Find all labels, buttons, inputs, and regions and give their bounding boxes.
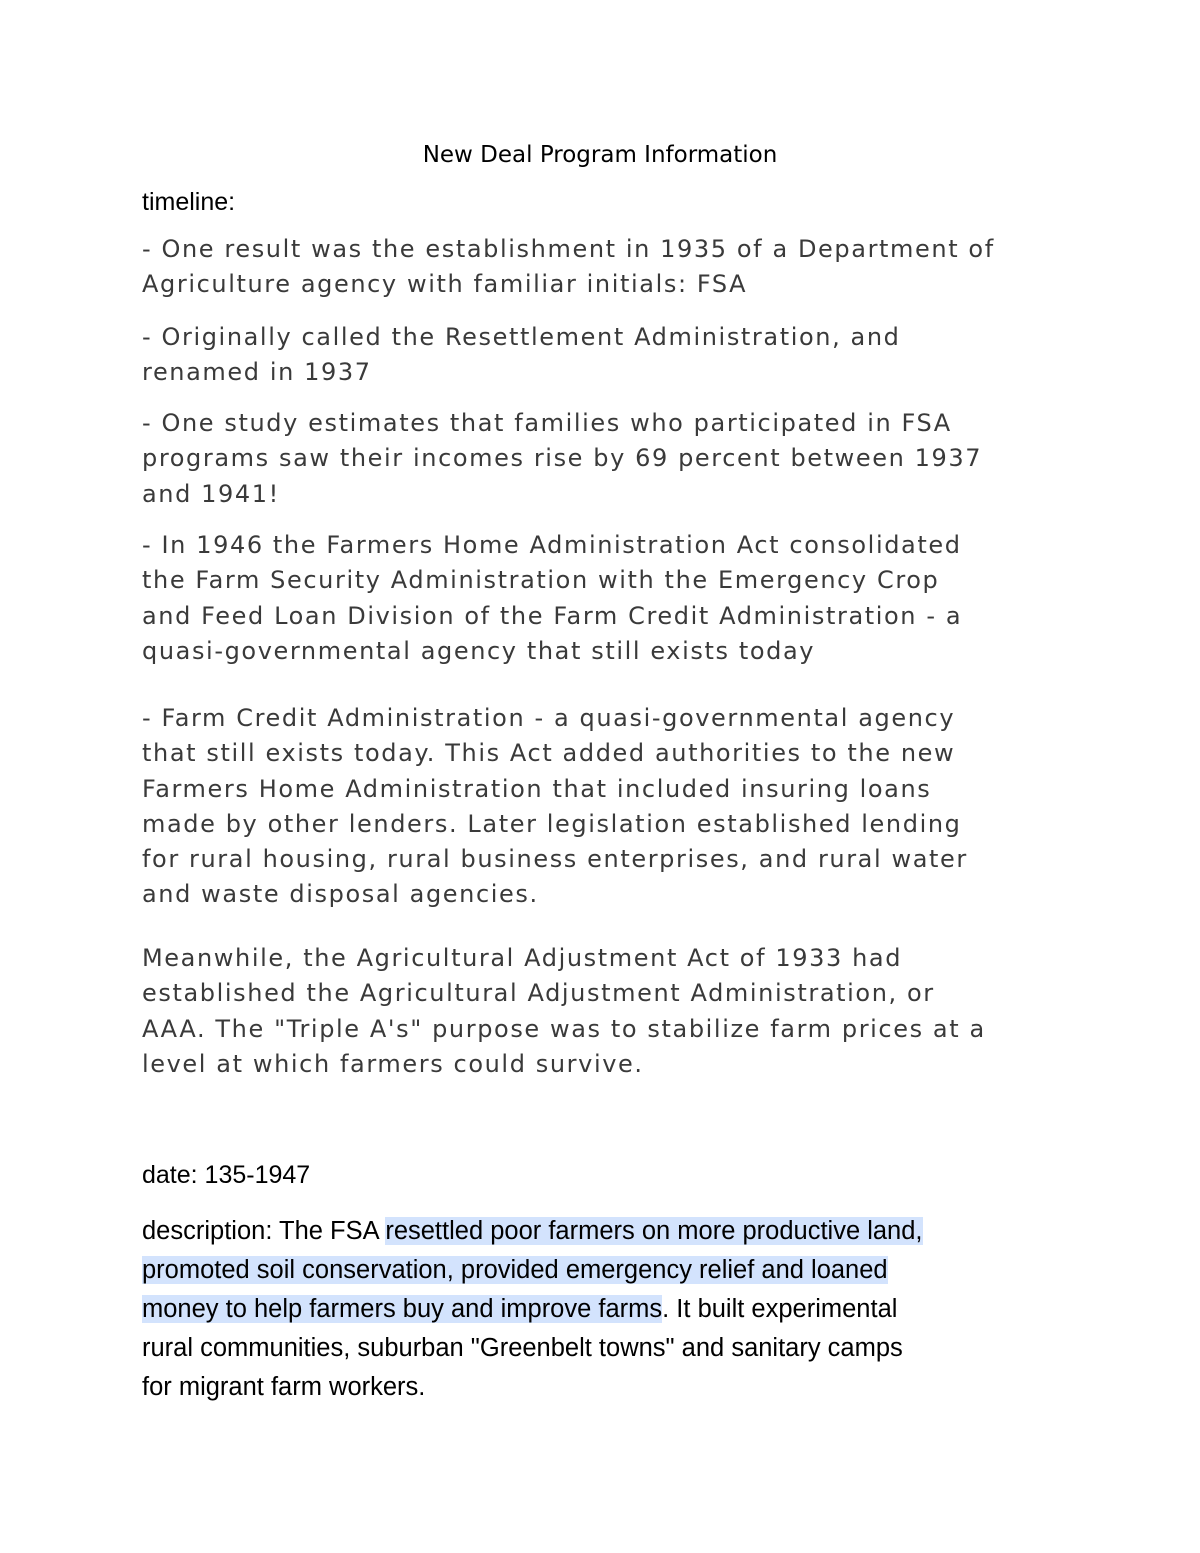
description-line-5: for migrant farm workers.: [142, 1373, 426, 1401]
bullet-3-line-1: - One study estimates that families who participated in FSA: [142, 409, 952, 437]
bullet-2-line-2: renamed in 1937: [142, 358, 372, 387]
description-paragraph: [142, 1212, 1082, 1407]
bullet-5-line-3: Farmers Home Administration that included insuring loans: [142, 774, 932, 803]
timeline-bullet-4: [142, 528, 1082, 669]
bullet-5-line-1: - Farm Credit Administration - a quasi-governmental agency: [142, 704, 956, 732]
bullet-5-line-2: that still exists today. This Act added authorities to the new: [142, 739, 956, 768]
meanwhile-paragraph: [142, 941, 1082, 1082]
description-lead-text: description: The FSA: [142, 1217, 386, 1245]
timeline-bullet-1: [142, 232, 1082, 303]
bullet-4-line-3: and Feed Loan Division of the Farm Credit Administration - a: [142, 601, 963, 630]
highlighted-text: promoted soil conservation, provided emergency relief and loaned: [142, 1256, 888, 1284]
bullet-5-line-6: and waste disposal agencies.: [142, 880, 539, 909]
meanwhile-line-3: AAA. The "Triple A's" purpose was to stabilize farm prices at a: [142, 1014, 986, 1043]
bullet-1-line-1: - One result was the establishment in 1935 of a Department of: [142, 235, 995, 263]
description-line-4: rural communities, suburban "Greenbelt towns" and sanitary camps: [142, 1334, 903, 1362]
timeline-bullet-2: [142, 320, 1082, 391]
bullet-5-line-4: made by other lenders. Later legislation established lending: [142, 809, 962, 838]
bullet-4-line-4: quasi-governmental agency that still exists today: [142, 636, 816, 665]
description-line-3: [142, 1290, 1082, 1329]
date-line: date: 135-1947: [142, 1161, 311, 1189]
bullet-4-line-2: the Farm Security Administration with the Emergency Crop: [142, 566, 940, 595]
meanwhile-line-2: established the Agricultural Adjustment Administration, or: [142, 979, 935, 1008]
timeline-label: timeline:: [142, 188, 236, 216]
bullet-4-line-1: - In 1946 the Farmers Home Administration Act consolidated: [142, 531, 962, 559]
bullet-3-line-2: programs saw their incomes rise by 69 percent between 1937: [142, 444, 983, 473]
highlighted-text: money to help farmers buy and improve farms: [142, 1295, 663, 1323]
bullet-5-line-5: for rural housing, rural business enterprises, and rural water: [142, 845, 968, 874]
description-text: . It built experimental: [662, 1295, 898, 1323]
timeline-bullet-5: [142, 701, 1082, 913]
bullet-1-line-2: Agriculture agency with familiar initials: FSA: [142, 270, 748, 299]
meanwhile-line-4: level at which farmers could survive.: [142, 1049, 644, 1078]
timeline-bullet-3: [142, 406, 1082, 512]
description-line-2: [142, 1251, 1082, 1290]
bullet-2-line-1: - Originally called the Resettlement Administration, and: [142, 323, 901, 351]
meanwhile-line-1: Meanwhile, the Agricultural Adjustment Act of 1933 had: [142, 944, 903, 972]
highlighted-text: resettled poor farmers on more productive land,: [385, 1217, 923, 1245]
description-line-1: [142, 1212, 1082, 1251]
bullet-3-line-3: and 1941!: [142, 479, 280, 508]
page-title: New Deal Program Information: [422, 142, 778, 168]
